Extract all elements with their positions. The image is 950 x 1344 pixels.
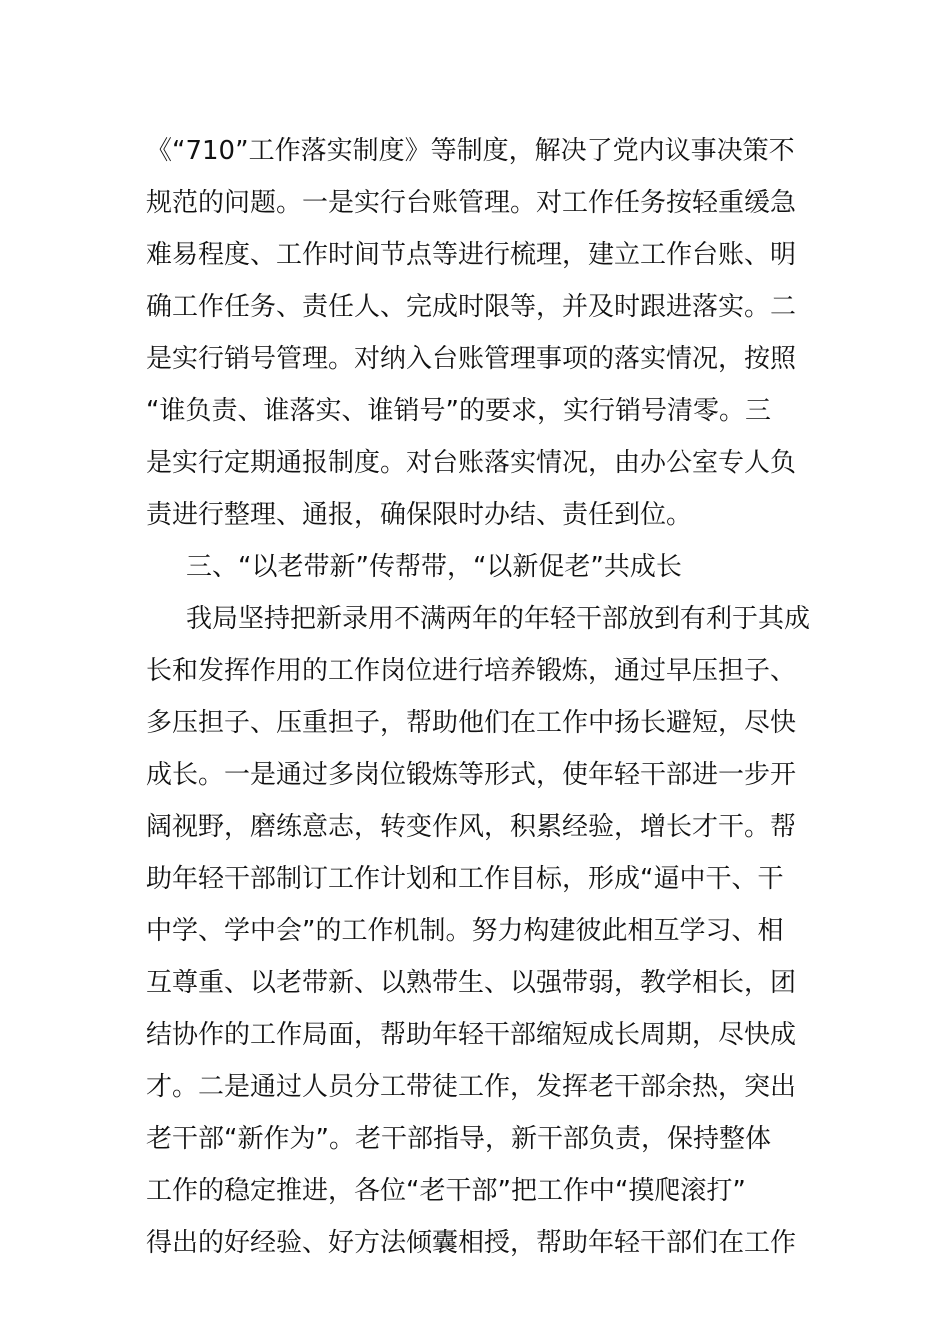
text-line: 阔视野，磨练意志，转变作风，积累经验，增长才干。帮 [146,812,797,842]
text-line: 长和发挥作用的工作岗位进行培养锻炼，通过早压担子、 [146,656,797,686]
text-line: 互尊重、以老带新、以熟带生、以强带弱，教学相长，团 [146,968,797,998]
text-line: 助年轻干部制订工作计划和工作目标，形成“逼中干、干 [146,864,784,894]
text-line: 中学、学中会”的工作机制。努力构建彼此相互学习、相 [146,916,784,946]
text-line: 才。二是通过人员分工带徒工作，发挥老干部余热，突出 [146,1072,797,1102]
body-text [146,125,811,1269]
text-line: 成长。一是通过多岗位锻炼等形式，使年轻干部进一步开 [146,760,797,790]
text-line: 老干部“新作为”。老干部指导，新干部负责，保持整体 [146,1124,771,1154]
text-line: 得出的好经验、好方法倾囊相授，帮助年轻干部们在工作 [146,1228,797,1258]
text-line: 是实行销号管理。对纳入台账管理事项的落实情况，按照 [146,344,797,374]
text-line: 规范的问题。一是实行台账管理。对工作任务按轻重缓急 [146,188,797,218]
text-line: “谁负责、谁落实、谁销号”的要求，实行销号清零。三 [146,396,771,426]
text-line: 我局坚持把新录用不满两年的年轻干部放到有利于其成 [186,604,811,634]
text-line: 难易程度、工作时间节点等进行梳理，建立工作台账、明 [146,240,797,270]
text-line: 确工作任务、责任人、完成时限等，并及时跟进落实。二 [146,292,797,322]
text-line: 工作的稳定推进，各位“老干部”把工作中“摸爬滚打” [146,1176,746,1206]
section-heading: 三、“以老带新”传帮带，“以新促老”共成长 [186,552,682,582]
text-line: 多压担子、压重担子，帮助他们在工作中扬长避短，尽快 [146,708,797,738]
text-line: 是实行定期通报制度。对台账落实情况，由办公室专人负 [146,448,797,478]
text-line: 《“710”工作落实制度》等制度，解决了党内议事决策不 [146,136,795,166]
text-line: 结协作的工作局面，帮助年轻干部缩短成长周期，尽快成 [146,1020,797,1050]
text-line: 责进行整理、通报，确保限时办结、责任到位。 [146,500,693,530]
